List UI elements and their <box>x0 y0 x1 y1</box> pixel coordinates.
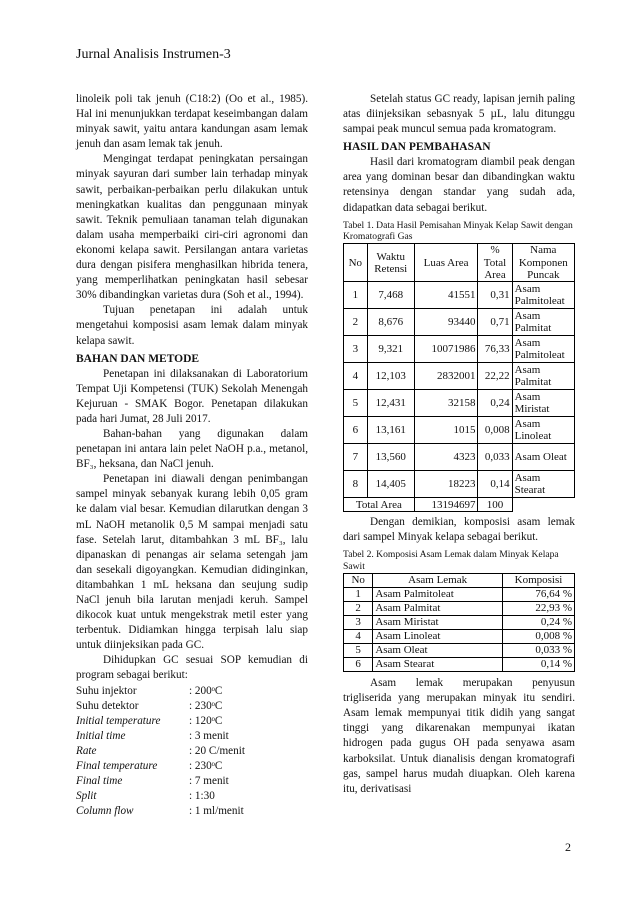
table-cell: 13,161 <box>367 417 414 444</box>
total-percent: 100 <box>478 498 512 512</box>
table-cell: 2 <box>344 309 368 336</box>
table-cell: 2832001 <box>414 363 478 390</box>
table-cell: 6 <box>344 417 368 444</box>
parameter-name: Column flow <box>76 805 134 818</box>
table-row <box>344 282 575 309</box>
total-area: 13194697 <box>414 498 478 512</box>
table-row <box>344 644 575 658</box>
paragraph: Setelah status GC ready, lapisan jernih paling atas diinjeksikan sebasnyak 5 µL, lalu ditunggu sampai peak muncul semua pada kromatogram. <box>343 93 575 136</box>
table-header-cell: Luas Area <box>414 244 478 282</box>
journal-header: Jurnal Analisis Instrumen-3 <box>76 47 231 62</box>
total-label: Total Area <box>344 498 415 512</box>
table-row <box>344 336 575 363</box>
paragraph: Penetapan ini dilaksanakan di Laboratorium Tempat Uji Kompetensi (TUK) Sekolah Menengah Kejuruan - SMAK Bogor. Penetapan dilakukan pada hari Jumat, 28 Juli 2017. <box>76 367 308 425</box>
parameter-value: : 200ᵒC <box>189 684 223 697</box>
table-row <box>344 309 575 336</box>
gc-parameter-row <box>76 684 308 699</box>
parameter-name: Suhu detektor <box>76 699 139 712</box>
paragraph: Mengingat terdapat peningkatan persaingan minyak sayuran dari sumber lain terhadap minyak sawit, perbaikan-perbaikan perlu dilakukan untuk meningkatkan kualitas dan penggunaan minyak sawit. Teknik pemuliaan tanaman telah digunakan dalam usaha memperbaiki ciri-ciri agronomi dan ekonomi kelapa sawit. Persilangan antara varietas dura dengan pisifera menghasilkan hibrida tenera, yang memperlihatkan peningkatan hasil sebesar 30% dibandingkan varietas dura (Soh et al., 1994). <box>76 153 308 302</box>
section-heading-results: HASIL DAN PEMBAHASAN <box>343 141 491 154</box>
table-header-cell: No <box>344 574 373 588</box>
table-row <box>344 602 575 616</box>
table-cell: 0,033 % <box>502 644 574 658</box>
table-header-cell: Komposisi <box>502 574 574 588</box>
paragraph: Asam lemak merupakan penyusun trigliserida yang merupakan minyak itu sendiri. Asam lemak mempunyai titik didih yang sangat tinggi yang dikarenakan mempunyai ikatan hidrogen pada gugus OH pada senyawa asam karboksilat. Untuk dianalisis dengan kromatografi gas, sampel harus mudah diuapkan. Oleh karena itu, derivatisasi <box>343 677 575 795</box>
right-column <box>343 92 575 797</box>
table-header-cell: % Total Area <box>478 244 512 282</box>
gc-parameter-row <box>76 714 308 729</box>
table-cell: 12,431 <box>367 390 414 417</box>
page-number: 2 <box>565 840 571 854</box>
table-cell: 4 <box>344 363 368 390</box>
paragraph: Dengan demikian, komposisi asam lemak dari sampel Minyak kelapa sebagai berikut. <box>343 516 575 544</box>
table-row <box>344 471 575 498</box>
table-cell: 0,008 <box>478 417 512 444</box>
parameter-value: : 230ᵒC <box>189 699 223 712</box>
table-cell: 8,676 <box>367 309 414 336</box>
parameter-name: Final temperature <box>76 760 158 773</box>
table2-caption: Tabel 2. Komposisi Asam Lemak dalam Minyak Kelapa Sawit <box>343 549 559 572</box>
left-column <box>76 92 308 819</box>
table-cell: 6 <box>344 658 373 672</box>
table-row <box>344 616 575 630</box>
table-cell: 8 <box>344 471 368 498</box>
table-cell: 22,22 <box>478 363 512 390</box>
paragraph: linoleik poli tak jenuh (C18:2) (Oo et al., 1985). Hal ini menunjukkan terdapat keseimbangan dalam minyak sawit, yaitu antara kandungan asam lemak jenuh dan asam lemak tak jenuh. <box>76 93 308 151</box>
table-header-cell: No <box>344 244 368 282</box>
gc-parameter-list <box>76 684 308 820</box>
parameter-name: Final time <box>76 775 123 788</box>
table-row <box>344 444 575 471</box>
table-cell: 18223 <box>414 471 478 498</box>
paragraph: Bahan-bahan yang digunakan dalam penetapan ini antara lain pelet NaOH p.a., metanol, BF₃, heksana, dan NaCl jenuh. <box>76 427 308 471</box>
parameter-value: : 7 menit <box>189 775 229 788</box>
table-cell: 2 <box>344 602 373 616</box>
gc-parameter-row <box>76 774 308 789</box>
table-cell: 41551 <box>414 282 478 309</box>
table-row <box>344 390 575 417</box>
gc-parameter-row <box>76 744 308 759</box>
paragraph: Penetapan ini diawali dengan penimbangan sampel minyak sebanyak kurang lebih 0,05 gram ke dalam vial besar. Kemudian dilarutkan dengan 3 mL NaOH metanolik 0,5 M sampai menjadi satu fase. Setelah larut, ditambahkan 3 mL BF₃, lalu dipanaskan di penangas air selama setengah jam dan sesekali digoyangkan. Kemudian didinginkan, ditambahkan 1 mL heksana dan seujung sudip NaCl jenuh bila larutan menjadi keruh. Sampel dikocok kuat untuk mengekstrak metil ester yang terbentuk. Didiamkan hingga terpisah lalu siap untuk diinjeksikan pada GC. <box>76 473 308 652</box>
table-cell: 4323 <box>414 444 478 471</box>
table-cell: 14,405 <box>367 471 414 498</box>
parameter-name: Split <box>76 790 97 803</box>
table-cell: 13,560 <box>367 444 414 471</box>
table-cell: 0,31 <box>478 282 512 309</box>
gc-parameter-row <box>76 759 308 774</box>
table-cell: 0,008 % <box>502 630 574 644</box>
table-header-cell: Nama Komponen Puncak <box>512 244 574 282</box>
table-cell: 0,033 <box>478 444 512 471</box>
table-cell: Asam Stearat <box>373 658 503 672</box>
table-row <box>344 588 575 602</box>
table-cell: 0,14 <box>478 471 512 498</box>
parameter-value: : 3 menit <box>189 729 229 742</box>
table-cell: 7,468 <box>367 282 414 309</box>
table-cell: Asam Palmitoleat <box>373 588 503 602</box>
table-fatty-acid-composition <box>343 573 575 672</box>
parameter-name: Rate <box>76 744 97 757</box>
gc-parameter-row <box>76 699 308 714</box>
parameter-value: : 20 C/menit <box>189 744 245 757</box>
table-header-cell: Waktu Retensi <box>367 244 414 282</box>
table-header-cell: Asam Lemak <box>373 574 503 588</box>
table-cell: 1 <box>344 588 373 602</box>
table-cell: 93440 <box>414 309 478 336</box>
table-cell: 22,93 % <box>502 602 574 616</box>
table-cell: Asam Oleat <box>512 444 574 471</box>
table-cell: Asam Miristat <box>373 616 503 630</box>
table-cell: Asam Palmitat <box>373 602 503 616</box>
table-cell: 76,64 % <box>502 588 574 602</box>
table-gc-separation <box>343 243 575 512</box>
parameter-value: : 230ᵒC <box>189 760 223 773</box>
table-cell: Asam Linoleat <box>512 417 574 444</box>
table-cell: 7 <box>344 444 368 471</box>
paragraph: Dihidupkan GC sesuai SOP kemudian di program sebagai berikut: <box>76 654 308 682</box>
gc-parameter-row <box>76 729 308 744</box>
table-cell: 5 <box>344 390 368 417</box>
parameter-value: : 1 ml/menit <box>189 805 244 818</box>
table-cell: 0,24 <box>478 390 512 417</box>
table-cell: 0,24 % <box>502 616 574 630</box>
table-cell: 1015 <box>414 417 478 444</box>
table-cell: 9,321 <box>367 336 414 363</box>
table-cell: 32158 <box>414 390 478 417</box>
table-row <box>344 363 575 390</box>
paragraph: Hasil dari kromatogram diambil peak dengan area yang dominan besar dan dibandingkan waktu retensinya dengan standar yang sudah ada, didapatkan data sebagai berikut. <box>343 156 575 214</box>
table-cell: 3 <box>344 616 373 630</box>
table-cell: 10071986 <box>414 336 478 363</box>
table1-caption: Tabel 1. Data Hasil Pemisahan Minyak Kelap Sawit dengan Kromatografi Gas <box>343 219 573 242</box>
section-heading-methods: BAHAN DAN METODE <box>76 352 200 365</box>
table-cell: Asam Palmitoleat <box>512 282 574 309</box>
table-row <box>344 630 575 644</box>
parameter-name: Initial temperature <box>76 714 161 727</box>
table-row <box>344 658 575 672</box>
parameter-value: : 120ᵒC <box>189 714 223 727</box>
gc-parameter-row <box>76 804 308 819</box>
table-cell: Asam Stearat <box>512 471 574 498</box>
table-cell: 4 <box>344 630 373 644</box>
parameter-name: Initial time <box>76 729 126 742</box>
table-cell: Asam Palmitat <box>512 363 574 390</box>
table-cell: Asam Miristat <box>512 390 574 417</box>
table-cell: 0,14 % <box>502 658 574 672</box>
table-cell: Asam Linoleat <box>373 630 503 644</box>
gc-parameter-row <box>76 789 308 804</box>
table-cell: Asam Palmitoleat <box>512 336 574 363</box>
table-cell: 5 <box>344 644 373 658</box>
table-row <box>344 417 575 444</box>
table-cell: 0,71 <box>478 309 512 336</box>
table-cell: Asam Oleat <box>373 644 503 658</box>
paragraph: Tujuan penetapan ini adalah untuk mengetahui komposisi asam lemak dalam minyak kelapa sawit. <box>76 304 308 347</box>
table-cell: Asam Palmitat <box>512 309 574 336</box>
parameter-value: : 1:30 <box>189 790 215 803</box>
table-total-row <box>344 498 575 512</box>
table-cell: 3 <box>344 336 368 363</box>
table-cell: 1 <box>344 282 368 309</box>
parameter-name: Suhu injektor <box>76 684 137 697</box>
empty-cell <box>512 498 574 512</box>
table-cell: 76,33 <box>478 336 512 363</box>
table-cell: 12,103 <box>367 363 414 390</box>
